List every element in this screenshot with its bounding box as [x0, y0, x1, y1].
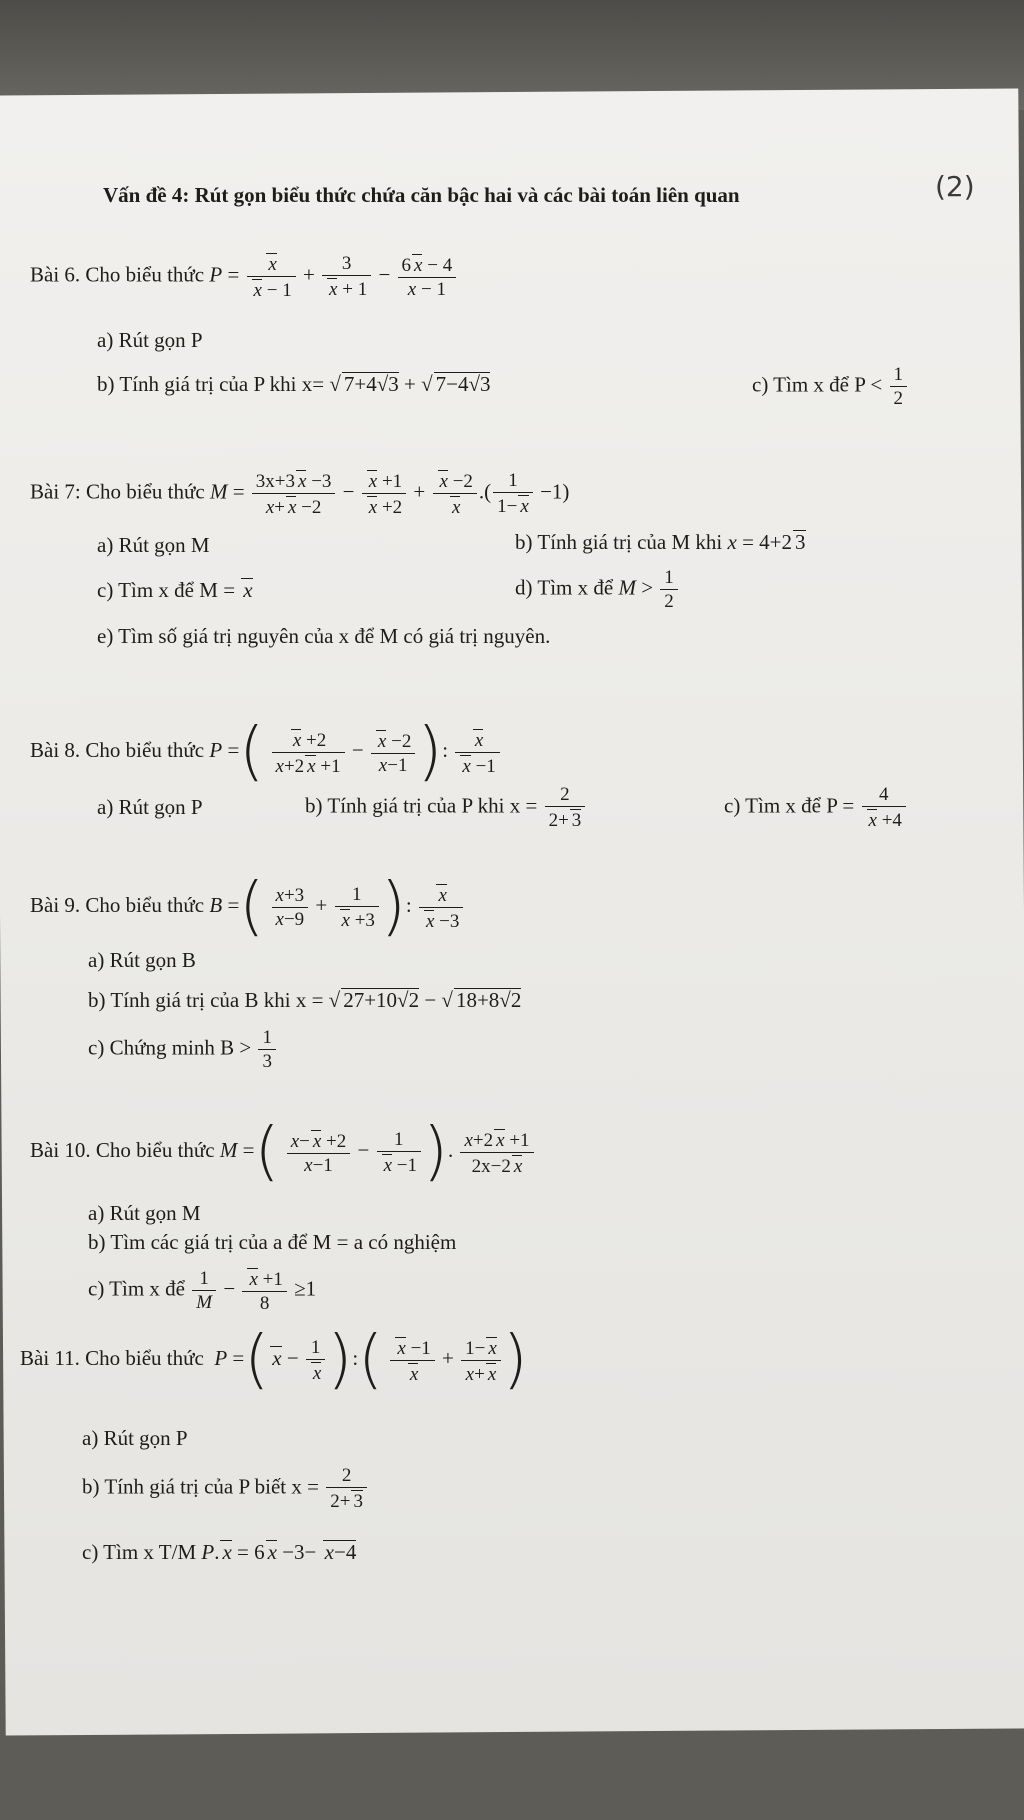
bai6-statement: Bài 6. Cho biểu thức P = $\frac{x}{x - 1}$ + $\frac{3}{x + 1}$ − $\frac{6 x - 4}{x - 1}$: [30, 253, 458, 300]
bai10-part-b: b) Tìm các giá trị của a để M = a có nghiệm: [88, 1230, 457, 1254]
bai7-part-b: b) Tính giá trị của M khi x = 4+2 3: [515, 530, 806, 554]
bai7-part-c: c) Tìm x để M = x: [97, 578, 253, 602]
section-title: Vấn đề 4: Rút gọn biểu thức chứa căn bậc hai và các bài toán liên quan: [103, 183, 740, 207]
bai8-statement: Bài 8. Cho biểu thức P =( $\frac{x +2}{x+2 x +1}$ − $\frac{x -2}{x-1}$ ): $\frac{x}{x -1}$: [30, 720, 502, 784]
bai8-part-b: b) Tính giá trị của P khi x = $\frac{2}{2+ 3}$: [305, 785, 587, 830]
bai11-part-b: b) Tính giá trị của P biết x = $\frac{2}{2+ 3}$: [82, 1466, 369, 1511]
bai7-part-c-label: c) Tìm x để: [97, 578, 195, 602]
bai11-statement: Bài 11. Cho biểu thức P =( x − $\frac{1}{x}$ ):( $\frac{x -1}{x}$ + $\frac{1- x}{x+ x}$ ): [20, 1323, 528, 1397]
bai9-part-b-label: b) Tính giá trị của B khi x =: [88, 988, 324, 1012]
bai11-part-a: a) Rút gọn P: [82, 1426, 188, 1450]
bai6-part-b: b) Tính giá trị của P khi x= √ 7+4√3 + √ 7−4√3: [97, 372, 491, 396]
bai7-intro: Bài 7: Cho biểu thức: [30, 479, 205, 504]
bai10-part-c-label: c) Tìm x để: [88, 1276, 186, 1301]
bai6-part-c: c) Tìm x để P < $\frac{1}{2}$: [752, 365, 909, 408]
bai11-part-c: c) Tìm x T/M P. x = 6 x −3− x−4: [82, 1540, 357, 1564]
bai7-part-a: a) Rút gọn M: [97, 533, 210, 557]
bai8-intro: Bài 8. Cho biểu thức: [30, 737, 205, 762]
bai9-part-a: a) Rút gọn B: [88, 948, 196, 972]
bai10-intro: Bài 10. Cho biểu thức: [30, 1137, 215, 1162]
bai6-part-a: a) Rút gọn P: [97, 328, 203, 352]
bai9-intro: Bài 9. Cho biểu thức: [30, 892, 205, 917]
bai11-part-c-label: c) Tìm x T/M: [82, 1540, 197, 1564]
bai8-part-c: c) Tìm x để P = $\frac{4}{x +4}$: [724, 785, 908, 830]
bai8-part-c-label: c) Tìm x để P =: [724, 793, 855, 818]
bai9-part-c: c) Chứng minh B > $\frac{1}{3}$: [88, 1028, 278, 1071]
bai7-part-d: d) Tìm x để M > $\frac{1}{2}$: [515, 568, 680, 611]
handwritten-note: (2): [935, 170, 975, 203]
bai11-part-b-label: b) Tính giá trị của P biết x =: [82, 1474, 319, 1499]
bai7-part-b-label: b) Tính giá trị của M khi: [515, 530, 723, 554]
bai11-intro: Bài 11. Cho biểu thức: [20, 1345, 204, 1370]
bai10-statement: Bài 10. Cho biểu thức M =( $\frac{x- x +2}{x-1}$ − $\frac{1}{x -1}$ ). $\frac{x+2 x +1}{2x-2 x}$: [30, 1120, 536, 1184]
bai8-part-a: a) Rút gọn P: [97, 795, 203, 819]
bai6-part-b-label: b) Tính giá trị của P khi: [97, 372, 297, 396]
bai10-part-a: a) Rút gọn M: [88, 1201, 201, 1225]
bai7-part-e: e) Tìm số giá trị nguyên của x để M có giá trị nguyên.: [97, 624, 551, 648]
bai10-part-c: c) Tìm x để $\frac{1}{M}$ − $\frac{x +1}{8}$ ≥1: [88, 1268, 317, 1314]
bai8-part-b-label: b) Tính giá trị của P khi x =: [305, 793, 538, 818]
bai9-part-c-label: c) Chứng minh B >: [88, 1035, 252, 1060]
bai7-part-d-label: d) Tìm x để: [515, 575, 614, 600]
bai7-statement: Bài 7: Cho biểu thức M = $\frac{3x+3 x -3}{x+ x -2}$ − $\frac{x +1}{x +2}$ + $\frac{x -2}{x}$ .( $\frac{1}{1- x}$ −1): [30, 470, 570, 518]
bai6-intro: Bài 6. Cho biểu thức: [30, 262, 205, 287]
bai9-part-b: b) Tính giá trị của B khi x = √ 27+10√2 − √ 18+8√2: [88, 988, 522, 1012]
bai9-statement: Bài 9. Cho biểu thức B =( $\frac{x+3}{x-9}$ + $\frac{1}{x +3}$ ): $\frac{x}{x -3}$: [30, 875, 465, 939]
bai6-part-c-label: c) Tìm x để P <: [752, 372, 883, 397]
